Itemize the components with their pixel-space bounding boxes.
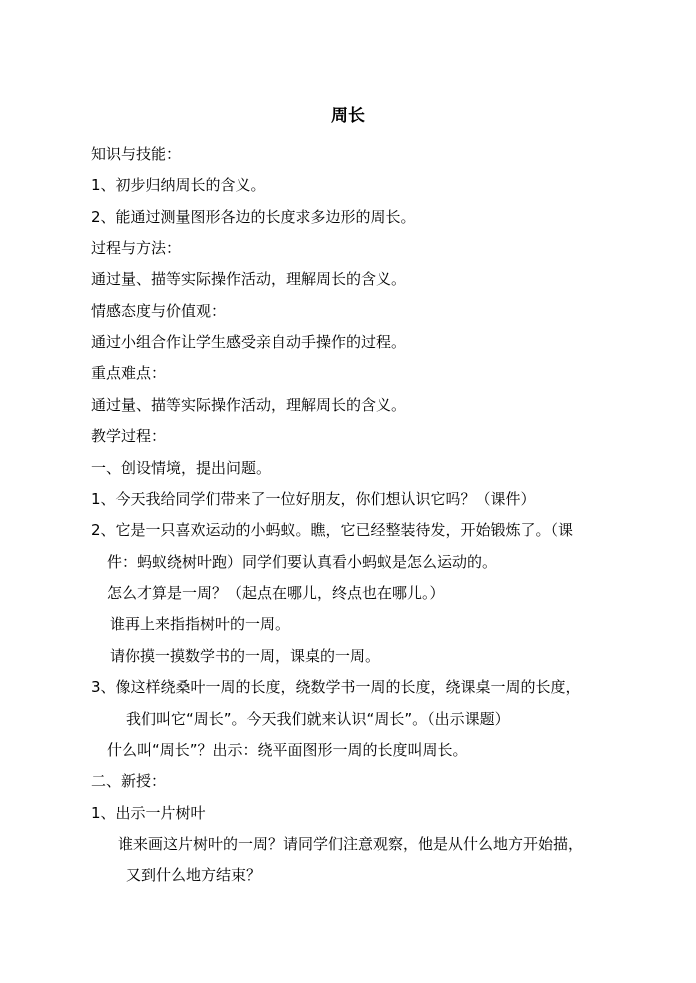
objective-item-2: 2、能通过测量图形各边的长度求多边形的周长。 (91, 208, 416, 226)
new-step-1: 1、出示一片树叶 (91, 804, 206, 822)
process-text: 通过量、描等实际操作活动，理解周长的含义。 (91, 270, 407, 288)
part-heading-2: 二、新授： (91, 772, 167, 790)
section-heading-knowledge: 知识与技能： (91, 145, 182, 163)
step-2-question: 怎么才算是一周？（起点在哪儿，终点也在哪儿。） (107, 584, 445, 602)
section-heading-process: 过程与方法： (91, 239, 182, 257)
keypoints-text: 通过量、描等实际操作活动，理解周长的含义。 (91, 396, 407, 414)
new-step-1-continued: 又到什么地方结束？ (126, 866, 262, 884)
step-3-definition: 什么叫“周长”？出示：绕平面图形一周的长度叫周长。 (107, 741, 468, 759)
step-1: 1、今天我给同学们带来了一位好朋友，你们想认识它吗？（课件） (91, 490, 536, 508)
step-3: 3、像这样绕桑叶一周的长度，绕数学书一周的长度，绕课桌一周的长度， (91, 678, 581, 696)
section-heading-attitude: 情感态度与价值观： (91, 302, 227, 320)
attitude-text: 通过小组合作让学生感受亲自动手操作的过程。 (91, 333, 407, 351)
objective-item-1: 1、初步归纳周长的含义。 (91, 176, 266, 194)
document-title: 周长 (331, 106, 365, 126)
step-2: 2、它是一只喜欢运动的小蚂蚁。瞧，它已经整装待发，开始锻炼了。（课 (91, 521, 574, 539)
step-2-touch: 请你摸一摸数学书的一周，课桌的一周。 (110, 647, 381, 665)
part-heading-1: 一、创设情境，提出问题。 (91, 459, 272, 477)
step-3-continued: 我们叫它“周长”。今天我们就来认识“周长”。（出示课题） (126, 710, 510, 728)
section-heading-keypoints: 重点难点： (91, 364, 167, 382)
section-heading-teaching: 教学过程： (91, 427, 167, 445)
step-2-point: 谁再上来指指树叶的一周。 (110, 615, 291, 633)
step-2-continued: 件：蚂蚁绕树叶跑）同学们要认真看小蚂蚁是怎么运动的。 (107, 553, 498, 571)
new-step-1-question: 谁来画这片树叶的一周？请同学们注意观察，他是从什么地方开始描， (118, 835, 584, 853)
